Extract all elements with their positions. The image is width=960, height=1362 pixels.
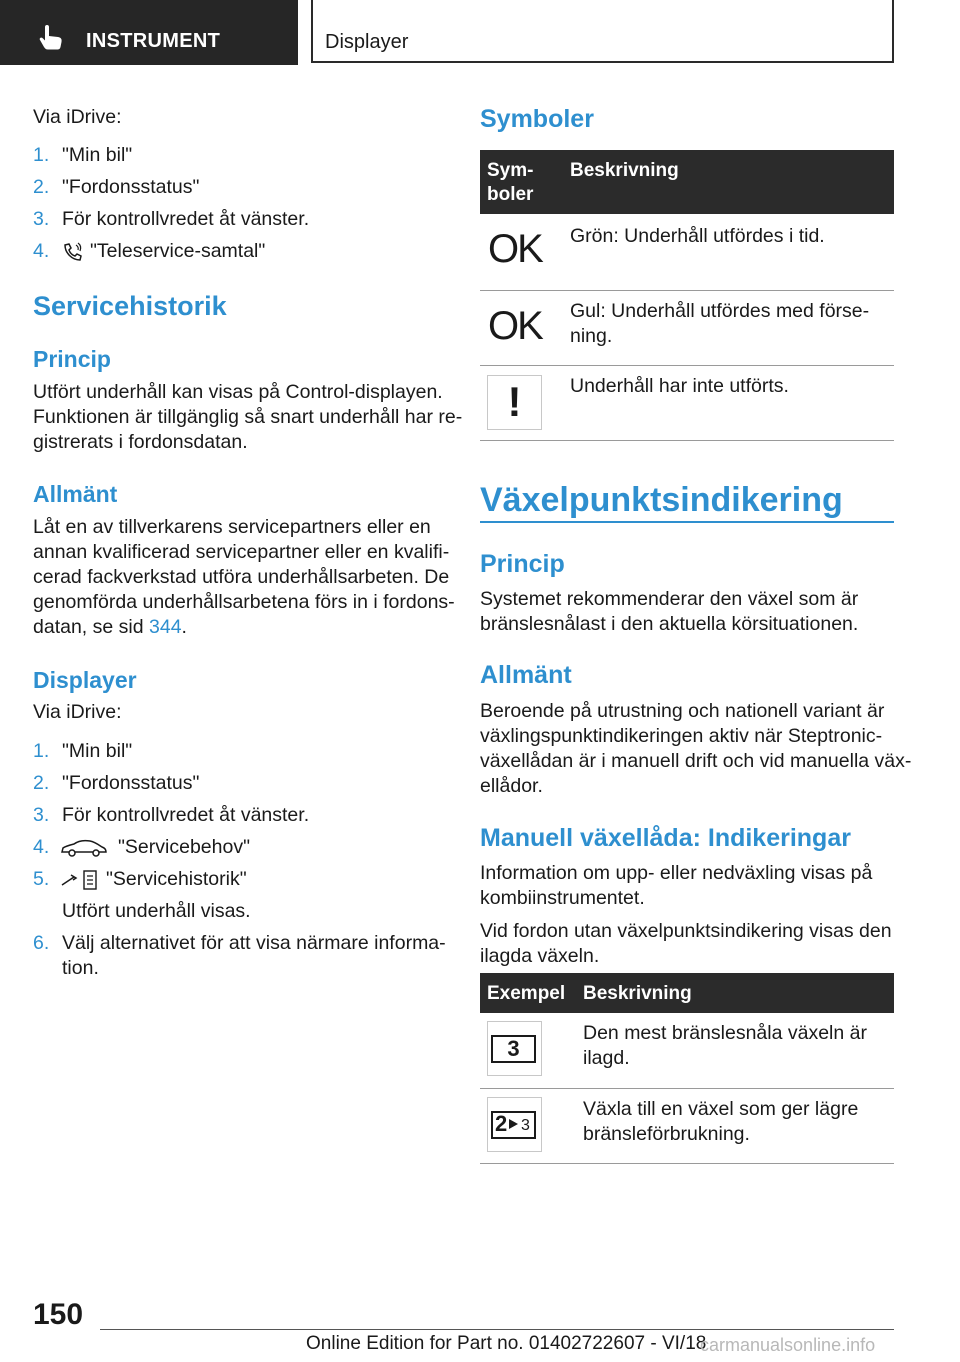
intro-text: Via iDrive: (33, 106, 122, 128)
step-number: 6. (33, 932, 50, 954)
step-number: 1. (33, 740, 50, 762)
intro-text: Via iDrive: (33, 701, 122, 723)
step-text: För kontrollvredet åt vänster. (62, 804, 310, 826)
table-divider (480, 290, 894, 291)
table-cell-text: Gul: Underhåll utfördes med förse- (570, 300, 870, 322)
paragraph-text: . (181, 616, 187, 638)
shift-up-arrow-icon (509, 1119, 518, 1129)
exclamation-icon: ! (507, 378, 522, 425)
page-number: 150 (33, 1298, 84, 1331)
step-number: 4. (33, 836, 50, 858)
step-number: 1. (33, 144, 50, 166)
paragraph-line: kombiinstrumentet. (480, 887, 645, 909)
ok-green-symbol: OK (488, 227, 542, 271)
paragraph-line: gistrerats i fordonsdatan. (33, 431, 248, 453)
header-cell-symbols (487, 159, 533, 207)
table-cell-text: bränsleförbrukning. (583, 1123, 750, 1145)
gear-3-indicator: 3 (491, 1035, 536, 1063)
step-text: "Fordonsstatus" (62, 176, 200, 198)
page-reference-link[interactable]: 344 (149, 616, 182, 638)
footer-divider (100, 1329, 894, 1330)
paragraph-line: växlingspunktindikeringen aktiv när Steptronic- (480, 725, 883, 747)
paragraph-line: ilagda växeln. (480, 945, 600, 967)
header-cell-description: Beskrivning (570, 160, 679, 181)
header-cell-description: Beskrivning (583, 983, 692, 1004)
table-divider (480, 1088, 894, 1089)
ok-yellow-symbol: OK (488, 304, 542, 348)
table-cell-text: Den mest bränslesnåla växeln är (583, 1022, 867, 1044)
heading-underline (480, 521, 894, 523)
paragraph-line: Vid fordon utan växelpunktsindikering visas den (480, 920, 892, 942)
step-number: 2. (33, 772, 50, 794)
table-divider (480, 365, 894, 366)
car-service-icon (60, 838, 108, 858)
heading-princip: Princip (33, 346, 111, 372)
gear-target: 3 (521, 1117, 530, 1134)
paragraph-line: ellådor. (480, 775, 543, 797)
paragraph-line: Utfört underhåll kan visas på Control-displayen. (33, 381, 443, 403)
table-cell-text: Underhåll har inte utförts. (570, 375, 789, 397)
paragraph-line: Funktionen är tillgänglig så snart underhåll har re- (33, 406, 463, 428)
paragraph-text: datan, se sid (33, 616, 149, 638)
header-cell-text: Sym- (487, 160, 534, 181)
step-text: Välj alternativet för att visa närmare informa- (62, 932, 446, 954)
heading-servicehistorik: Servicehistorik (33, 291, 227, 321)
heading-princip: Princip (480, 550, 565, 578)
paragraph-line: bränslesnålast i den aktuella körsituationen. (480, 613, 859, 635)
paragraph-line (33, 615, 187, 640)
table-divider (480, 440, 894, 441)
step-number: 4. (33, 240, 50, 262)
paragraph-line: Systemet rekommenderar den växel som är (480, 588, 859, 610)
edition-text: Online Edition for Part no. 01402722607 - VI/18 (306, 1333, 707, 1354)
watermark-text: carmanualsonline.info (700, 1335, 876, 1355)
table-divider (480, 1163, 894, 1164)
heading-symboler: Symboler (480, 105, 594, 133)
paragraph-line: Beroende på utrustning och nationell variant är (480, 700, 885, 722)
paragraph-line: cerad fackverkstad utföra underhållsarbeten. De (33, 566, 450, 588)
step-text: "Fordonsstatus" (62, 772, 200, 794)
paragraph-line: annan kvalificerad servicepartner eller en kvalifi- (33, 541, 450, 563)
service-history-icon (60, 869, 100, 891)
step-number: 2. (33, 176, 50, 198)
table-cell-text: ning. (570, 325, 613, 347)
step-subtext: Utfört underhåll visas. (62, 900, 251, 922)
symbols-table-header (480, 150, 894, 214)
heading-displayer: Displayer (33, 667, 137, 693)
paragraph-line: Låt en av tillverkarens servicepartners eller en (33, 516, 431, 538)
step-text: För kontrollvredet åt vänster. (62, 208, 310, 230)
teleservice-icon (62, 242, 84, 262)
step-number: 5. (33, 868, 50, 890)
step-text: "Servicebehov" (118, 836, 250, 858)
chapter-title: INSTRUMENT (86, 30, 221, 52)
heading-vaxelpunktsindikering: Växelpunktsindikering (480, 481, 843, 519)
paragraph-line: växellådan är i manuell drift och vid manuella väx- (480, 750, 912, 772)
step-text-continued: tion. (62, 957, 99, 979)
step-number: 3. (33, 804, 50, 826)
table-cell-text: Grön: Underhåll utfördes i tid. (570, 225, 825, 247)
step-text: "Teleservice-samtal" (90, 240, 266, 262)
step-text: "Min bil" (62, 144, 133, 166)
table-cell-text: Växla till en växel som ger lägre (583, 1098, 859, 1120)
paragraph-line: genomförda underhållsarbetena förs in i fordons- (33, 591, 455, 613)
step-text: "Min bil" (62, 740, 133, 762)
heading-manuell-vaxellada: Manuell växellåda: Indikeringar (480, 824, 851, 852)
paragraph-line: Information om upp- eller nedväxling visas på (480, 862, 873, 884)
step-number: 3. (33, 208, 50, 230)
step-text: "Servicehistorik" (106, 868, 247, 890)
header-cell-example: Exempel (487, 983, 566, 1004)
hand-pointer-icon (38, 24, 66, 50)
table-cell-text: ilagd. (583, 1047, 630, 1069)
gear-current: 2 (495, 1111, 508, 1136)
heading-allmant: Allmänt (33, 481, 118, 507)
header-cell-text: boler (487, 184, 534, 205)
heading-allmant: Allmänt (480, 661, 572, 689)
section-title: Displayer (325, 31, 409, 53)
